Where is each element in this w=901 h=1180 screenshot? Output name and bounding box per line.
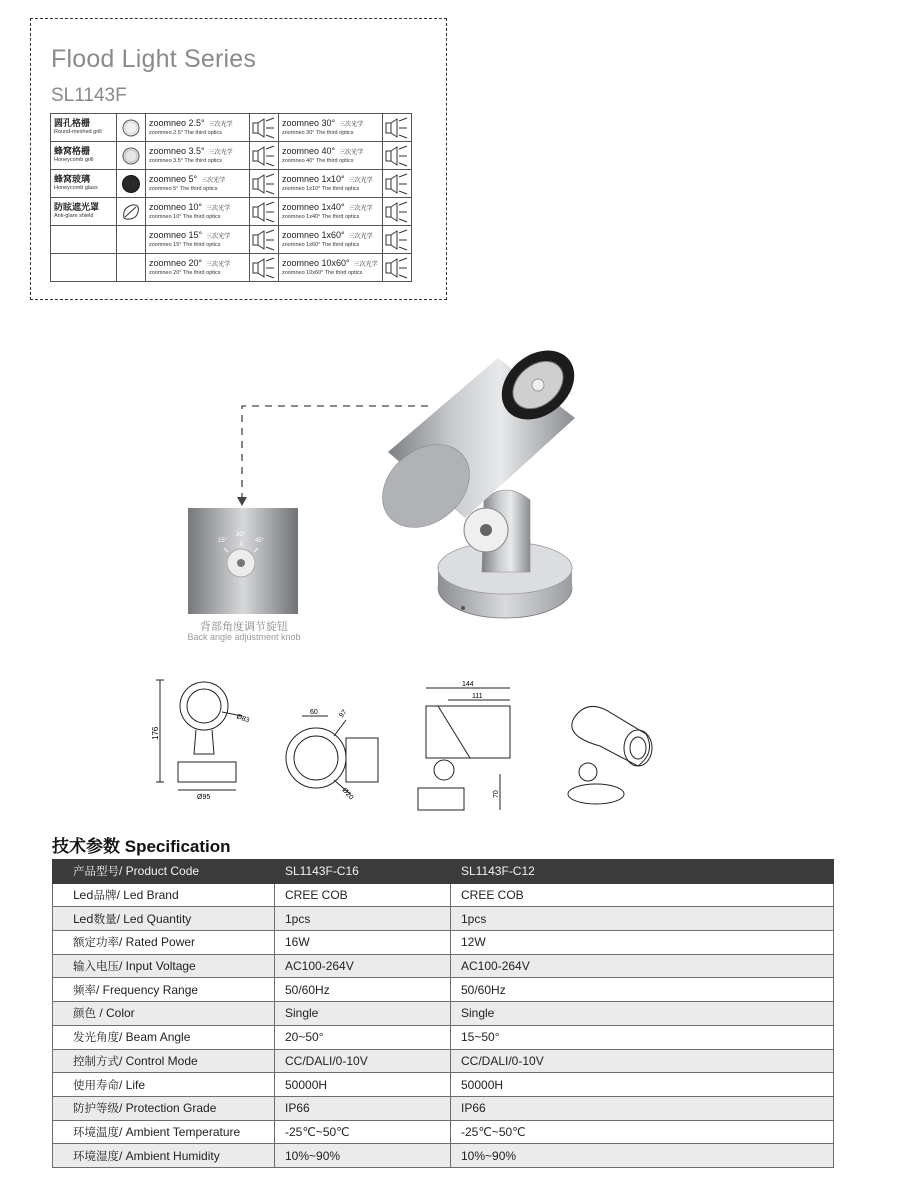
accessory-row — [51, 142, 412, 170]
optic-cn: 三次光学 — [353, 261, 378, 268]
spec-label: 控制方式/ Control Mode — [53, 1049, 275, 1073]
spec-row — [53, 1120, 834, 1144]
spec-label: 使用寿命/ Life — [53, 1073, 275, 1097]
optic-right — [279, 254, 383, 282]
spec-value-c16: AC100-264V — [275, 954, 451, 978]
optic-cn: 三次光学 — [348, 177, 373, 184]
spec-row — [53, 1096, 834, 1120]
optic-cn: 三次光学 — [201, 177, 226, 184]
optic-left — [146, 198, 250, 226]
spec-value-c12: CC/DALI/0-10V — [451, 1049, 834, 1073]
dim-top-angle: 97 — [338, 708, 349, 720]
spec-row — [53, 1002, 834, 1026]
spec-value-c16: CC/DALI/0-10V — [275, 1049, 451, 1073]
dial-mark-45: 45° — [255, 538, 265, 544]
spec-label: Led品牌/ Led Brand — [53, 883, 275, 907]
optic-name: zoomneo 3.5° — [149, 146, 205, 156]
spec-value-c16: IP66 — [275, 1096, 451, 1120]
dim-head-dia: Ø83 — [235, 713, 251, 725]
optic-name: zoomneo 15° — [149, 230, 203, 240]
accessory-row — [51, 170, 412, 198]
spec-header-c12: SL1143F-C12 — [451, 860, 834, 884]
beam-angle-icon — [250, 254, 279, 282]
spec-row — [53, 1144, 834, 1168]
beam-angle-icon — [383, 198, 412, 226]
spec-value-c12: 50000H — [451, 1073, 834, 1097]
optic-cn: 三次光学 — [339, 149, 364, 156]
optic-sub: zoomneo 1x10° The third optics — [282, 186, 360, 192]
optic-sub: zoomneo 1x60° The third optics — [282, 242, 360, 248]
spec-value-c12: -25℃~50℃ — [451, 1120, 834, 1144]
beam-angle-icon — [383, 226, 412, 254]
optic-sub: zoomneo 20° The third optics — [149, 270, 221, 276]
dim-top-diag: Ø20 — [340, 786, 355, 802]
spec-value-c16: 16W — [275, 931, 451, 955]
beam-angle-icon — [250, 226, 279, 254]
top-view-drawing — [272, 706, 382, 802]
accessory-name — [51, 142, 117, 170]
optic-cn: 三次光学 — [206, 233, 231, 240]
optic-name: zoomneo 1x10° — [282, 174, 345, 184]
dim-side-inner: 111 — [472, 693, 483, 700]
dim-height: 176 — [151, 726, 160, 740]
beam-angle-icon — [250, 142, 279, 170]
spec-row — [53, 907, 834, 931]
spec-row — [53, 1073, 834, 1097]
accessory-name-en: Honeycomb grill — [54, 157, 94, 163]
accessory-table — [50, 113, 412, 282]
spec-heading-en: Specification — [124, 837, 231, 856]
spec-header-c16: SL1143F-C16 — [275, 860, 451, 884]
optic-right — [279, 226, 383, 254]
optic-cn: 三次光学 — [348, 205, 373, 212]
dim-base-dia: Ø95 — [197, 794, 211, 801]
spec-value-c12: 15~50° — [451, 1025, 834, 1049]
optic-sub: zoomneo 15° The third optics — [149, 242, 221, 248]
spec-label: Led数量/ Led Quantity — [53, 907, 275, 931]
optic-name: zoomneo 10° — [149, 202, 203, 212]
dim-top-width: 60 — [310, 709, 318, 716]
spec-heading-cn: 技术参数 — [52, 837, 120, 857]
optic-name: zoomneo 10x60° — [282, 258, 350, 268]
spec-row — [53, 1025, 834, 1049]
knob-detail-photo — [188, 508, 298, 614]
honeycomb-grill-icon — [117, 142, 146, 170]
spec-value-c16: 50/60Hz — [275, 978, 451, 1002]
spec-label: 频率/ Frequency Range — [53, 978, 275, 1002]
optic-name: zoomneo 1x40° — [282, 202, 345, 212]
spec-value-c16: 50000H — [275, 1073, 451, 1097]
empty-cell — [117, 226, 146, 254]
accessory-name — [51, 114, 117, 142]
spec-label: 环境温度/ Ambient Temperature — [53, 1120, 275, 1144]
accessory-name-en: Honeycomb glass — [54, 185, 98, 191]
optic-cn: 三次光学 — [339, 121, 364, 128]
optic-right — [279, 170, 383, 198]
model-code: SL1143F — [51, 85, 127, 106]
spec-row — [53, 978, 834, 1002]
optic-right — [279, 142, 383, 170]
spec-table — [52, 859, 834, 1168]
knob-caption-cn: 背部角度调节旋钮 — [200, 620, 288, 633]
spec-value-c12: 50/60Hz — [451, 978, 834, 1002]
optic-sub: zoomneo 5° The third optics — [149, 186, 218, 192]
optic-right — [279, 198, 383, 226]
anti-glare-shield-icon — [117, 198, 146, 226]
optic-left — [146, 114, 250, 142]
spec-value-c12: CREE COB — [451, 883, 834, 907]
spec-row — [53, 954, 834, 978]
spec-value-c12: 10%~90% — [451, 1144, 834, 1168]
dial-mark-15: 15° — [218, 538, 228, 544]
accessory-name-en: Round-meshed grill — [54, 129, 102, 135]
optic-sub: zoomneo 1x40° The third optics — [282, 214, 360, 220]
dim-side-total: 144 — [462, 681, 474, 688]
accessory-name-cn: 蜂窝格栅 — [54, 147, 91, 157]
side-view-drawing — [410, 676, 514, 814]
spec-value-c12: IP66 — [451, 1096, 834, 1120]
empty-cell — [117, 254, 146, 282]
beam-angle-icon — [250, 170, 279, 198]
series-title: Flood Light Series — [51, 45, 257, 73]
optic-name: zoomneo 2.5° — [149, 118, 205, 128]
product-photo — [380, 340, 580, 630]
spec-value-c16: CREE COB — [275, 883, 451, 907]
spec-row — [53, 883, 834, 907]
optic-sub: zoomneo 30° The third optics — [282, 130, 354, 136]
spec-value-c16: 20~50° — [275, 1025, 451, 1049]
spec-label: 输入电压/ Input Voltage — [53, 954, 275, 978]
optic-cn: 三次光学 — [206, 205, 231, 212]
accessory-name-cn: 圆孔格栅 — [54, 119, 91, 129]
spec-value-c16: 1pcs — [275, 907, 451, 931]
spec-label: 发光角度/ Beam Angle — [53, 1025, 275, 1049]
accessory-row — [51, 114, 412, 142]
beam-angle-icon — [383, 170, 412, 198]
optic-name: zoomneo 5° — [149, 174, 198, 184]
spec-header-row — [53, 860, 834, 884]
beam-angle-icon — [383, 254, 412, 282]
spec-label: 颜色 / Color — [53, 1002, 275, 1026]
beam-angle-icon — [383, 114, 412, 142]
spec-label: 环境湿度/ Ambient Humidity — [53, 1144, 275, 1168]
beam-angle-icon — [250, 114, 279, 142]
optic-cn: 三次光学 — [208, 121, 233, 128]
optic-name: zoomneo 1x60° — [282, 230, 345, 240]
round-mesh-icon — [117, 114, 146, 142]
accessory-name — [51, 226, 117, 254]
spec-value-c16: Single — [275, 1002, 451, 1026]
spec-value-c16: 10%~90% — [275, 1144, 451, 1168]
dim-side-base: 70 — [493, 790, 500, 798]
spec-value-c12: Single — [451, 1002, 834, 1026]
optic-sub: zoomneo 40° The third optics — [282, 158, 354, 164]
spec-value-c16: -25℃~50℃ — [275, 1120, 451, 1144]
accessory-row — [51, 254, 412, 282]
beam-angle-icon — [383, 142, 412, 170]
optic-name: zoomneo 40° — [282, 146, 336, 156]
accessory-name-en: Anti-glare shield — [54, 213, 94, 219]
knob-caption-en: Back angle adjustment knob — [187, 632, 301, 642]
spec-row — [53, 1049, 834, 1073]
spec-label: 额定功率/ Rated Power — [53, 931, 275, 955]
optic-left — [146, 226, 250, 254]
optic-sub: zoomneo 3.5° The third optics — [149, 158, 223, 164]
accessory-name — [51, 170, 117, 198]
optic-left — [146, 142, 250, 170]
spec-value-c12: AC100-264V — [451, 954, 834, 978]
spec-value-c12: 12W — [451, 931, 834, 955]
optic-left — [146, 170, 250, 198]
optic-cn: 三次光学 — [208, 149, 233, 156]
accessory-name-cn: 蜂窝玻璃 — [54, 175, 91, 185]
accessory-row — [51, 226, 412, 254]
series-box — [30, 18, 447, 300]
spec-label: 防护等级/ Protection Grade — [53, 1096, 275, 1120]
optic-sub: zoomneo 10x60° The third optics — [282, 270, 363, 276]
spec-value-c12: 1pcs — [451, 907, 834, 931]
optic-right — [279, 114, 383, 142]
optic-sub: zoomneo 2.5° The third optics — [149, 130, 223, 136]
spec-heading — [52, 832, 231, 857]
optic-cn: 三次光学 — [206, 261, 231, 268]
accessory-name — [51, 198, 117, 226]
optic-name: zoomneo 30° — [282, 118, 336, 128]
iso-view-drawing — [556, 696, 660, 808]
front-view-drawing — [150, 672, 260, 806]
optic-left — [146, 254, 250, 282]
accessory-name-cn: 防眩遮光罩 — [54, 203, 100, 213]
honeycomb-glass-icon — [117, 170, 146, 198]
accessory-row — [51, 198, 412, 226]
spec-header-label: 产品型号/ Product Code — [53, 860, 275, 884]
spec-row — [53, 931, 834, 955]
beam-angle-icon — [250, 198, 279, 226]
accessory-name — [51, 254, 117, 282]
optic-name: zoomneo 20° — [149, 258, 203, 268]
optic-sub: zoomneo 10° The third optics — [149, 214, 221, 220]
dial-mark-30: 30° — [236, 532, 246, 538]
optic-cn: 三次光学 — [348, 233, 373, 240]
